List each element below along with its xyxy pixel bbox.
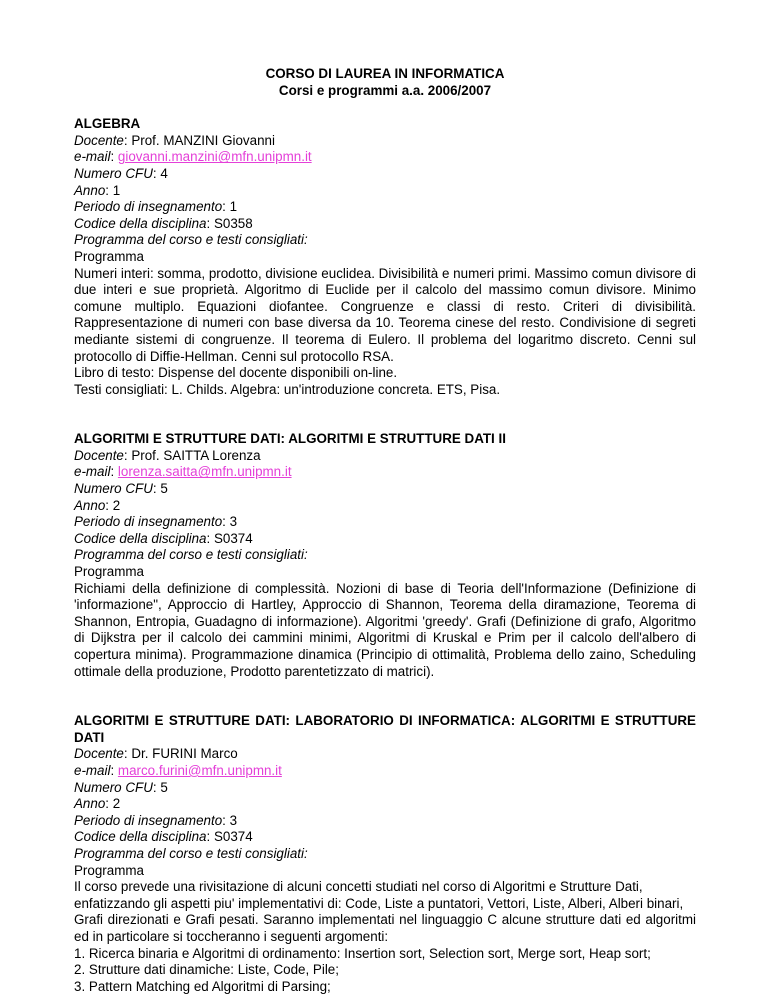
codice-value: S0374 (213, 829, 253, 845)
docente-value: Prof. SAITTA Lorenza (131, 447, 261, 463)
email-field: e-mail: marco.furini@mfn.unipmn.it (74, 762, 282, 778)
codice-field: Codice della disciplina: S0374 (74, 829, 253, 845)
course-title: ALGORITMI E STRUTTURE DATI: ALGORITMI E STRUTTURE DATI II (74, 431, 506, 447)
docente-field: Docente: Dr. FURINI Marco (74, 746, 238, 762)
programma-label: Programma del corso e testi consigliati: (74, 547, 308, 563)
anno-value: 2 (112, 796, 121, 812)
anno-field: Anno: 1 (74, 182, 121, 198)
anno-field: Anno: 2 (74, 497, 121, 513)
document-title: CORSO DI LAUREA IN INFORMATICA (265, 66, 505, 81)
course-textbook: Libro di testo: Dispense del docente disponibili on-line. (74, 365, 398, 381)
periodo-field: Periodo di insegnamento: 1 (74, 199, 238, 215)
docente-value: Dr. FURINI Marco (131, 746, 238, 762)
periodo-field: Periodo di insegnamento: 3 (74, 514, 238, 530)
codice-label: Codice della disciplina (74, 215, 207, 231)
course-section-laboratorio (74, 713, 696, 995)
codice-value: S0374 (213, 530, 253, 546)
email-label: e-mail (74, 149, 111, 165)
course-description: Numeri interi: somma, prodotto, divisione euclidea. Divisibilità e numeri primi. Massimo comun divisore di due interi e sue proprietà. Algoritmo di Euclide per il calcolo del massimo comun divisore. Minimo comune multiplo. Equazioni diofantee. Congruenze e classi di resto. Criteri di divisibilità. Rappresentazione di numeri con base diversa da 10. Teorema cinese del resto. Condivisione di segreti mediante sistemi di congruenze. Il teorema di Eulero. Il problema del logaritmo discreto. Cenni sul protocollo di Diffie-Hellman. Cenni sul protocollo RSA. (74, 265, 696, 364)
cfu-field: Numero CFU: 4 (74, 165, 168, 181)
anno-value: 2 (112, 497, 121, 513)
cfu-label: Numero CFU (74, 481, 153, 497)
course-description: Richiami della definizione di complessità. Nozioni di base di Teoria dell'Informazione (Definizione di 'informazione", Approccio di Hartley, Approccio di Shannon, Teorema della diramazione, Teorema di Shannon, Entropia, Guadagno di informazione). Algoritmi 'greedy'. Grafi (Definizione di grafo, Algoritmo di Dijkstra per il calcolo dei cammini minimi, Algoritmi di Kruskal e Prim per il calcolo dell'albero di copertura minima). Programmazione dinamica (Principio di ottimalità, Problema dello zaino, Scheduling ottimale della produzione, Prodotto parentetizzato di matrici). (74, 580, 696, 679)
course-title: ALGEBRA (74, 116, 141, 132)
course-title: ALGORITMI E STRUTTURE DATI: LABORATORIO DI INFORMATICA: ALGORITMI E STRUTTURE DATI (74, 713, 696, 745)
programma-label: Programma del corso e testi consigliati: (74, 845, 308, 861)
document-subtitle: Corsi e programmi a.a. 2006/2007 (278, 82, 492, 98)
programma-heading: Programma (74, 248, 144, 264)
cfu-value: 5 (160, 779, 168, 795)
periodo-field: Periodo di insegnamento: 3 (74, 812, 238, 828)
docente-field: Docente: Prof. SAITTA Lorenza (74, 447, 261, 463)
docente-field: Docente: Prof. MANZINI Giovanni (74, 132, 275, 148)
codice-label: Codice della disciplina (74, 829, 207, 845)
codice-value: S0358 (213, 215, 253, 231)
codice-field: Codice della disciplina: S0374 (74, 530, 253, 546)
programma-heading: Programma (74, 862, 144, 878)
periodo-value: 1 (229, 199, 238, 215)
anno-label: Anno (74, 796, 106, 812)
email-label: e-mail (74, 464, 111, 480)
cfu-label: Numero CFU (74, 779, 153, 795)
course-references: Testi consigliati: L. Childs. Algebra: un'introduzione concreta. ETS, Pisa. (74, 381, 501, 397)
description-line: Il corso prevede una rivisitazione di alcuni concetti studiati nel corso di Algoritmi e Strutture Dati, (74, 879, 643, 895)
codice-field: Codice della disciplina: S0358 (74, 215, 253, 231)
anno-value: 1 (112, 182, 121, 198)
anno-field: Anno: 2 (74, 796, 121, 812)
list-item: 1. Ricerca binaria e Algoritmi di ordinamento: Insertion sort, Selection sort, Merge sort, Heap sort; (74, 945, 651, 961)
document-content (74, 66, 696, 995)
email-link[interactable]: lorenza.saitta@mfn.unipmn.it (117, 464, 292, 480)
codice-label: Codice della disciplina (74, 530, 207, 546)
email-field: e-mail: giovanni.manzini@mfn.unipmn.it (74, 149, 312, 165)
course-section-algebra (74, 116, 696, 398)
docente-label: Docente (74, 447, 124, 463)
course-section-algoritmi-ii (74, 431, 696, 680)
anno-label: Anno (74, 497, 106, 513)
description-line: Grafi direzionati e Grafi pesati. Saranno implementati nel linguaggio C alcune strutture dati ed algoritmi ed in particolare si toccheranno i seguenti argomenti: (74, 912, 696, 944)
cfu-value: 5 (160, 481, 168, 497)
programma-heading: Programma (74, 564, 144, 580)
periodo-value: 3 (229, 514, 238, 530)
docente-value: Prof. MANZINI Giovanni (131, 132, 275, 148)
description-line: enfatizzando gli aspetti piu' implementativi di: Code, Liste a puntatori, Vettori, Liste, Alberi, Alberi binari, (74, 895, 684, 911)
email-label: e-mail (74, 762, 111, 778)
programma-label: Programma del corso e testi consigliati: (74, 232, 308, 248)
periodo-value: 3 (229, 812, 238, 828)
email-field: e-mail: lorenza.saitta@mfn.unipmn.it (74, 464, 292, 480)
email-link[interactable]: marco.furini@mfn.unipmn.it (117, 762, 282, 778)
docente-label: Docente (74, 132, 124, 148)
list-item: 3. Pattern Matching ed Algoritmi di Parsing; (74, 978, 331, 994)
email-link[interactable]: giovanni.manzini@mfn.unipmn.it (117, 149, 312, 165)
course-description (74, 879, 696, 995)
cfu-label: Numero CFU (74, 165, 153, 181)
cfu-value: 4 (160, 165, 168, 181)
periodo-label: Periodo di insegnamento (74, 812, 223, 828)
list-item: 2. Strutture dati dinamiche: Liste, Code, Pile; (74, 962, 339, 978)
periodo-label: Periodo di insegnamento (74, 514, 223, 530)
periodo-label: Periodo di insegnamento (74, 199, 223, 215)
anno-label: Anno (74, 182, 106, 198)
cfu-field: Numero CFU: 5 (74, 481, 168, 497)
cfu-field: Numero CFU: 5 (74, 779, 168, 795)
docente-label: Docente (74, 746, 124, 762)
